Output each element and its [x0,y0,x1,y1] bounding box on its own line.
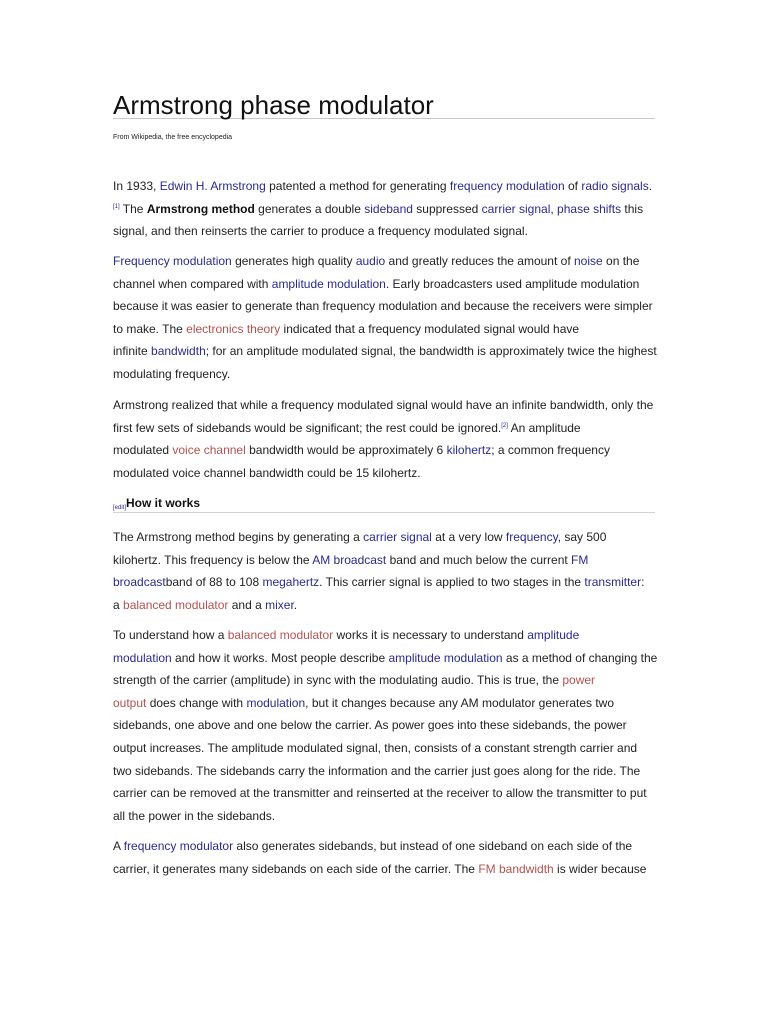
line: modulated voice channel bandwidth could be 15 kilohertz. [113,465,421,480]
line: carrier, it generates many sidebands on each side of the carrier. The FM bandwidth is wider because [113,861,647,876]
link-amplitude-modulation[interactable]: modulation [113,650,172,665]
line: to make. The electronics theory indicated that a frequency modulated signal would have [113,321,580,336]
citation-1[interactable]: [1] [113,203,120,210]
line: A frequency modulator also generates sidebands, but instead of one sideband on each side of the [113,839,633,853]
link-sideband[interactable]: sideband [364,201,413,216]
link-frequency-modulation[interactable]: frequency modulation [449,179,565,193]
link-fm-bandwidth[interactable]: FM bandwidth [478,861,554,876]
link-balanced-modulator[interactable]: balanced modulator [123,597,229,612]
link-fm-broadcast[interactable]: FM [571,552,589,567]
link-frequency-modulation[interactable]: Frequency modulation [113,254,232,268]
link-carrier-signal[interactable]: carrier signal [481,201,551,216]
paragraph-4 [113,526,658,616]
link-voice-channel[interactable]: voice channel [172,443,246,458]
link-power-output[interactable]: output [113,695,147,710]
line: first few sets of sidebands would be significant; the rest could be ignored.[2] An amplitude [113,420,581,435]
line: broadcastband of 88 to 108 megahertz. This carrier signal is applied to two stages in the transmitter: [113,575,645,590]
line: In 1933, Edwin H. Armstrong patented a method for generating frequency modulation of radio signals. [113,179,653,193]
link-electronics-theory[interactable]: electronics theory [186,321,281,336]
link-edwin-armstrong[interactable]: Edwin H. Armstrong [159,179,266,193]
link-noise[interactable]: noise [574,254,603,268]
link-mixer[interactable]: mixer [265,597,294,612]
link-amplitude-modulation[interactable]: amplitude modulation [271,276,386,291]
line: modulating frequency. [113,366,231,381]
line: all the power in the sidebands. [113,808,276,823]
edit-link[interactable]: [edit] [113,505,127,511]
link-frequency[interactable]: frequency [505,530,558,544]
page-title: Armstrong phase modulator [113,88,655,119]
link-balanced-modulator[interactable]: balanced modulator [227,628,334,642]
line: kilohertz. This frequency is below the AM broadcast band and much below the current FM [113,552,589,567]
paragraph-3 [113,394,658,484]
paragraph-2 [113,250,658,386]
bold-term: Armstrong method [146,201,255,216]
link-carrier-signal[interactable]: carrier signal [363,530,432,544]
line: The Armstrong method begins by generating a carrier signal at a very low frequency, say 500 [113,530,607,544]
line: channel when compared with amplitude modulation. Early broadcasters used amplitude modulation [113,276,640,291]
link-am-broadcast[interactable]: AM broadcast [312,552,387,567]
line: [1] The Armstrong method generates a double sideband suppressed carrier signal, phase shifts this [113,201,644,216]
link-amplitude-modulation[interactable]: amplitude [527,628,580,642]
section-heading [113,494,655,513]
line: two sidebands. The sidebands carry the information and the carrier just goes along for the ride. The [113,763,641,778]
line: modulation and how it works. Most people describe amplitude modulation as a method of changing the [113,650,658,665]
paragraph-6 [113,835,658,880]
line: sidebands, one above and one below the carrier. As power goes into these sidebands, the power [113,718,627,733]
link-megahertz[interactable]: megahertz [262,575,320,590]
line: carrier can be removed at the transmitter and reinserted at the receiver to allow the transmitter to put [113,786,647,801]
line: Frequency modulation generates high quality audio and greatly reduces the amount of noise on the [113,254,640,268]
link-frequency-modulator[interactable]: frequency modulator [123,839,234,853]
line: output does change with modulation, but it changes because any AM modulator generates two [113,695,615,710]
line: strength of the carrier (amplitude) in sync with the modulating audio. This is true, the power [113,673,596,688]
link-modulation[interactable]: modulation [246,695,306,710]
link-amplitude-modulation[interactable]: amplitude modulation [388,650,503,665]
link-audio[interactable]: audio [355,254,386,268]
line: signal, and then reinserts the carrier to produce a frequency modulated signal. [113,224,528,239]
link-kilohertz[interactable]: kilohertz [446,443,492,458]
line: modulated voice channel bandwidth would be approximately 6 kilohertz; a common frequency [113,443,610,458]
link-fm-broadcast[interactable]: broadcast [113,575,166,590]
link-radio-signals[interactable]: radio signals [581,179,649,193]
link-phase-shifts[interactable]: phase shifts [557,201,622,216]
line: a balanced modulator and a mixer. [113,597,298,612]
line: To understand how a balanced modulator works it is necessary to understand amplitude [113,628,580,642]
link-transmitter[interactable]: transmitter [584,575,642,590]
site-subtitle: From Wikipedia, the free encyclopedia [113,134,233,141]
line: because it was easier to generate than frequency modulation and because the receivers were simpler [113,299,653,314]
citation-2[interactable]: [2] [501,422,508,429]
paragraph-5 [113,624,658,827]
section-title: How it works [126,496,201,510]
paragraph-1 [113,175,658,243]
line: output increases. The amplitude modulated signal, then, consists of a constant strength carrier and [113,740,638,755]
link-power-output[interactable]: power [562,673,596,688]
line: Armstrong realized that while a frequency modulated signal would have an infinite bandwidth, only the [113,398,654,412]
link-bandwidth[interactable]: bandwidth [151,344,206,359]
line: infinite bandwidth; for an amplitude modulated signal, the bandwidth is approximately twice the highest [113,344,657,359]
